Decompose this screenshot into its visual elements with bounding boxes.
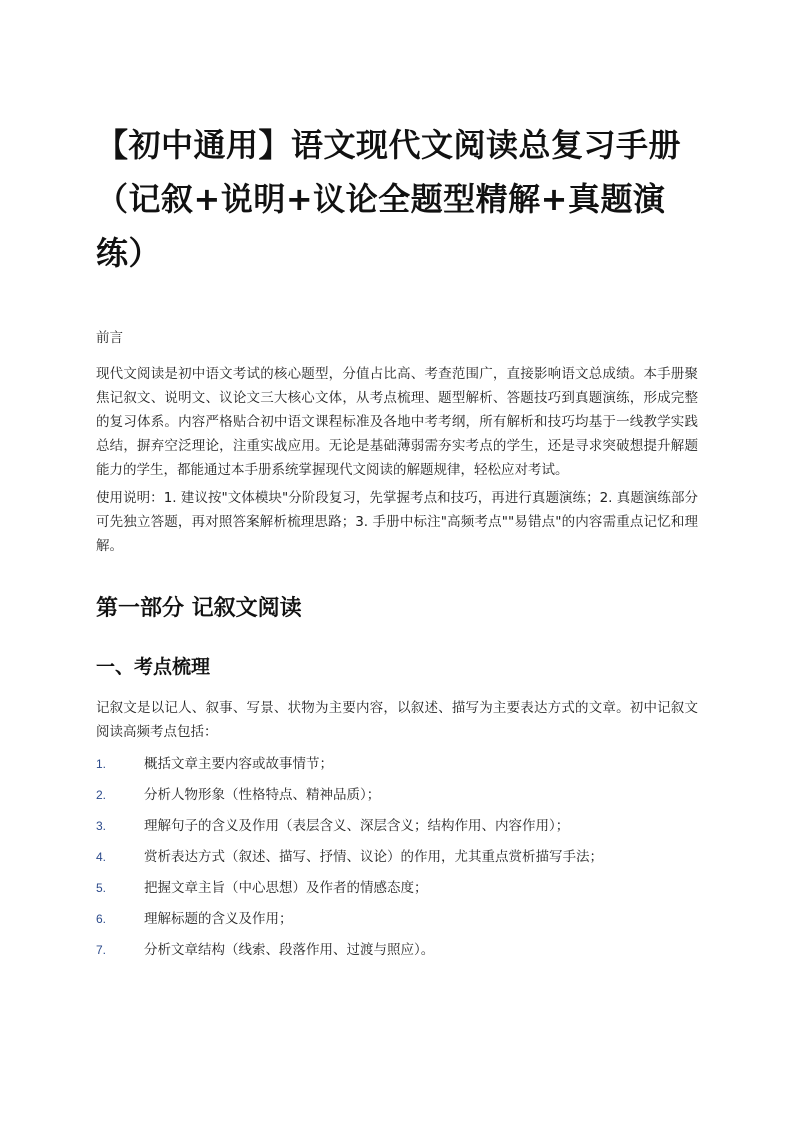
list-number: 6. bbox=[96, 912, 107, 926]
list-text: 概括文章主要内容或故事情节； bbox=[144, 756, 333, 772]
list-text: 理解标题的含义及作用； bbox=[144, 911, 293, 927]
section-intro: 记叙文是以记人、叙事、写景、状物为主要内容，以叙述、描写为主要表达方式的文章。初中记叙文阅读高频考点包括： bbox=[96, 700, 698, 740]
list-item bbox=[96, 845, 698, 876]
preface-paragraph: 现代文阅读是初中语文考试的核心题型，分值占比高、考查范围广，直接影响语文总成绩。本手册聚焦记叙文、说明文、议论文三大核心文体，从考点梳理、题型解析、答题技巧到真题演练，形成完整的复习体系。内容严格贴合初中语文课程标准及各地中考考纲，所有解析和技巧均基于一线教学实践总结，摒弃空泛理论，注重实战应用。无论是基础薄弱需夯实考点的学生，还是寻求突破想提升解题能力的学生，都能通过本手册系统掌握现代文阅读的解题规律，轻松应对考试。 bbox=[96, 366, 698, 478]
list-number: 1. bbox=[96, 757, 107, 771]
document-title: 【初中通用】语文现代文阅读总复习手册（记叙+说明+议论全题型精解+真题演练） bbox=[96, 126, 682, 272]
list-number: 3. bbox=[96, 819, 107, 833]
list-number: 2. bbox=[96, 788, 107, 802]
list-number: 7. bbox=[96, 943, 107, 957]
section-heading: 一、考点梳理 bbox=[96, 656, 211, 678]
list-text: 分析文章结构（线索、段落作用、过渡与照应）。 bbox=[144, 942, 435, 958]
list-text: 赏析表达方式（叙述、描写、抒情、议论）的作用，尤其重点赏析描写手法； bbox=[144, 849, 603, 865]
list-item bbox=[96, 876, 698, 907]
part-heading: 第一部分 记叙文阅读 bbox=[96, 596, 302, 621]
list-number: 5. bbox=[96, 881, 107, 895]
list-item bbox=[96, 814, 698, 845]
exam-points-list bbox=[96, 752, 698, 969]
list-text: 分析人物形象（性格特点、精神品质）； bbox=[144, 787, 381, 803]
list-number: 4. bbox=[96, 850, 107, 864]
list-text: 把握文章主旨（中心思想）及作者的情感态度； bbox=[144, 880, 428, 896]
list-item bbox=[96, 783, 698, 814]
list-item bbox=[96, 938, 698, 969]
list-item bbox=[96, 907, 698, 938]
preface-heading: 前言 bbox=[96, 330, 123, 346]
list-item bbox=[96, 752, 698, 783]
usage-instructions: 使用说明：1. 建议按"文体模块"分阶段复习，先掌握考点和技巧，再进行真题演练；2. 真题演练部分可先独立答题，再对照答案解析梳理思路；3. 手册中标注"高频考点""易错点"的内容需重点记忆和理解。 bbox=[96, 490, 698, 554]
list-text: 理解句子的含义及作用（表层含义、深层含义；结构作用、内容作用）； bbox=[144, 818, 570, 834]
